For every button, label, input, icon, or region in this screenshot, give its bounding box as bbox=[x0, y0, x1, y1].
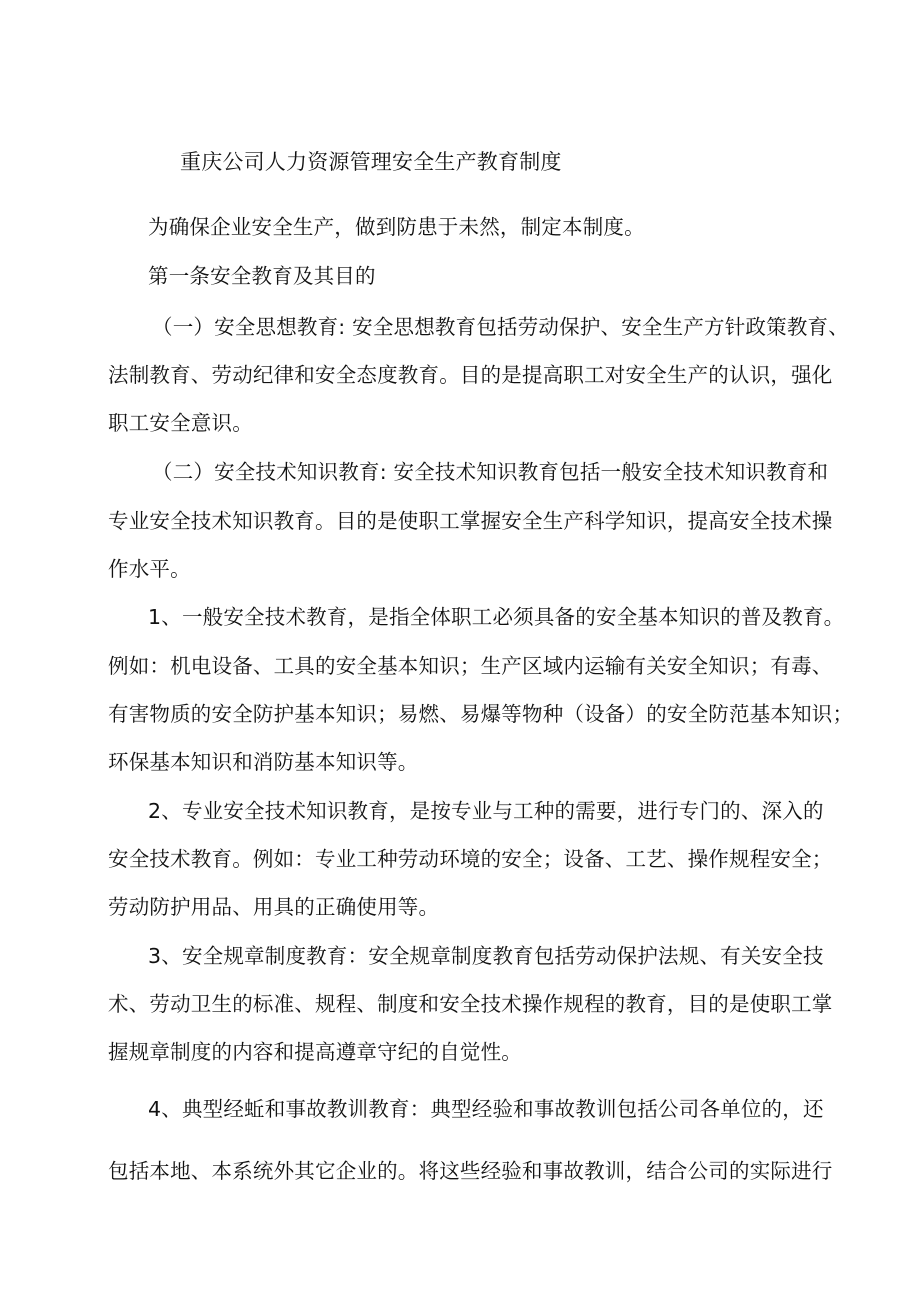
article-heading: 第一条安全教育及其目的 bbox=[148, 264, 376, 288]
item-3-line-3: 握规章制度的内容和提高遵章守纪的自觉性。 bbox=[108, 1040, 522, 1064]
item-2-line-3: 劳动防护用品、用具的正确使用等。 bbox=[108, 895, 440, 919]
section-1-line-1: （一）安全思想教育: 安全思想教育包括劳动保护、安全生产方针政策教育、 bbox=[152, 315, 849, 339]
section-2-line-3: 作水平。 bbox=[108, 557, 191, 581]
item-3-line-1: 3、安全规章制度教育：安全规章制度教育包括劳动保护法规、有关安全技 bbox=[148, 944, 824, 968]
section-1-line-3: 职工安全意识。 bbox=[108, 411, 253, 435]
item-3-line-2: 术、劳动卫生的标准、规程、制度和安全技术操作规程的教育，目的是使职工掌 bbox=[108, 992, 833, 1016]
item-1-line-4: 环保基本知识和消防基本知识等。 bbox=[108, 750, 419, 774]
item-4-line-1: 4、典型经蚯和事故教训教育：典型经验和事故教训包括公司各单位的，还 bbox=[148, 1097, 824, 1121]
document-title: 重庆公司人力资源管理安全生产教育制度 bbox=[180, 150, 562, 174]
item-1-line-2: 例如：机电设备、工具的安全基本知识；生产区域内运输有关安全知识；有毒、 bbox=[108, 654, 833, 678]
paragraph-intro: 为确保企业安全生产，做到防患于未然，制定本制度。 bbox=[148, 215, 645, 239]
item-2-line-1: 2、专业安全技术知识教育，是按专业与工种的需要，进行专门的、深入的 bbox=[148, 799, 824, 823]
section-1-line-2: 法制教育、劳动纪律和安全态度教育。目的是提高职工对安全生产的认识，强化 bbox=[108, 363, 833, 387]
section-2-line-1: （二）安全技术知识教育: 安全技术知识教育包括一般安全技术知识教育和 bbox=[152, 460, 829, 484]
item-1-line-3: 有害物质的安全防护基本知识；易燃、易爆等物种（设备）的安全防范基本知识； bbox=[108, 702, 854, 726]
item-4-line-2: 包括本地、本系统外其它企业的。将这些经验和事故教训，结合公司的实际进行 bbox=[108, 1159, 833, 1183]
section-2-line-2: 专业安全技术知识教育。目的是使职工掌握安全生产科学知识，提高安全技术操 bbox=[108, 509, 833, 533]
item-1-line-1: 1、一般安全技术教育，是指全体职工必须具备的安全基本知识的普及教育。 bbox=[148, 605, 845, 629]
item-2-line-2: 安全技术教育。例如：专业工种劳动环境的安全；设备、工艺、操作规程安全； bbox=[108, 847, 833, 871]
